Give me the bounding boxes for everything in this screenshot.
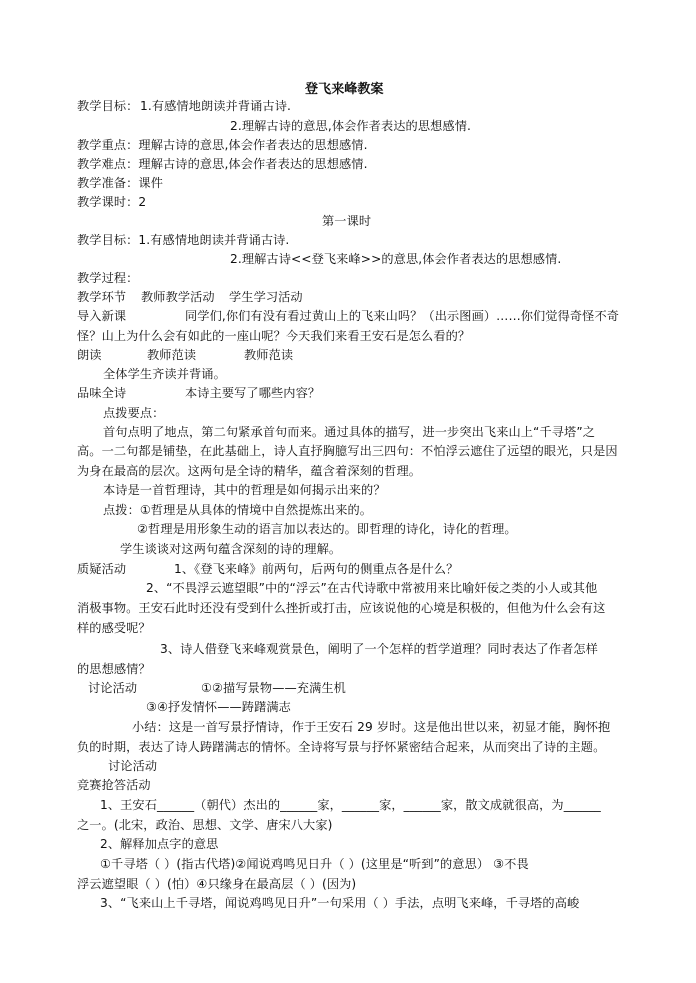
document-title: 登飞来峰教案 bbox=[305, 82, 384, 97]
reading-teacher-model-1: 教师范读 bbox=[147, 348, 197, 362]
appreciation-para-line-2: 高。一二句都是铺垫，在此基础上，诗人直抒胸臆写出三四句：不怕浮云遮住了远望的眼光，只是因 bbox=[77, 444, 618, 458]
contest-q2: 2、解释加点字的意思 bbox=[100, 837, 219, 851]
appreciation-tip-1: 点拨：①哲理是从具体的情境中自然提炼出来的。 bbox=[103, 503, 373, 517]
lesson-1-goal-1: 教学目标：1.有感情地朗读并背诵古诗. bbox=[77, 233, 290, 247]
column-student-activity: 学生学习活动 bbox=[229, 290, 303, 304]
teaching-process-label: 教学过程： bbox=[77, 271, 139, 285]
summary-line-2: 负的时期，表达了诗人踌躇满志的情怀。全诗将写景与抒怀紧密结合起来，从而突出了诗的主题。 bbox=[77, 740, 606, 754]
appreciation-question: 本诗主要写了哪些内容？ bbox=[185, 386, 321, 400]
summary-line-1: 小结：这是一首写景抒情诗，作于王安石 29 岁时。这是他出世以来，初显才能，胸怀抱 bbox=[132, 720, 611, 734]
questioning-label: 质疑活动 bbox=[77, 562, 127, 576]
questioning-q2-line-1: 2、“不畏浮云遮望眼”中的“浮云”在古代诗歌中常被用来比喻奸佞之类的小人或其他 bbox=[146, 581, 598, 595]
discussion-item-1: ①②描写景物——充满生机 bbox=[201, 681, 346, 695]
teaching-goal-2: 2.理解古诗的意思,体会作者表达的思想感情. bbox=[230, 119, 471, 133]
intro-line-1: 同学们,你们有没有看过黄山上的飞来山吗？（出示图画）……你们觉得奇怪不奇 bbox=[185, 309, 620, 323]
teaching-periods: 教学课时：2 bbox=[77, 195, 147, 209]
contest-label: 竞赛抢答活动 bbox=[77, 778, 151, 792]
intro-line-2: 怪？山上为什么会有如此的一座山呢？今天我们来看王安石是怎么看的？ bbox=[77, 329, 471, 343]
questioning-q3-line-2: 的思想感情？ bbox=[77, 662, 151, 676]
teaching-difficult-points: 教学难点：理解古诗的意思,体会作者表达的思想感情. bbox=[77, 157, 368, 171]
reading-teacher-model-2: 教师范读 bbox=[244, 348, 294, 362]
questioning-q2-line-3: 样的感受呢？ bbox=[77, 621, 151, 635]
discussion-label-2: 讨论活动 bbox=[108, 759, 158, 773]
appreciation-tips-label: 点拨要点： bbox=[103, 406, 165, 420]
teaching-goal-1: 1.有感情地朗读并背诵古诗. bbox=[140, 99, 291, 113]
questioning-q2-line-2: 消极事物。王安石此时还没有受到什么挫折或打击，应该说他的心境是积极的，但他为什么会有这 bbox=[77, 601, 606, 615]
column-teaching-step: 教学环节 bbox=[77, 290, 127, 304]
lesson-1-heading: 第一课时 bbox=[322, 214, 372, 228]
teaching-key-points: 教学重点：理解古诗的意思,体会作者表达的思想感情. bbox=[77, 138, 368, 152]
questioning-q1: 1、《登飞来峰》前两句，后两句的侧重点各是什么？ bbox=[174, 562, 459, 576]
reading-label: 朗读 bbox=[77, 348, 102, 362]
contest-q2-line-1: ①千寻塔（ ）(指古代塔)②闻说鸡鸣见日升（ ）(这里是“听到”的意思） ③不畏 bbox=[100, 857, 529, 871]
contest-q1-line-2: 之一。(北宋，政治、思想、文学、唐宋八大家) bbox=[77, 818, 333, 832]
discussion-label: 讨论活动 bbox=[88, 681, 138, 695]
reading-all-students: 全体学生齐读并背诵。 bbox=[103, 367, 226, 381]
teaching-preparation: 教学准备：课件 bbox=[77, 176, 164, 190]
lesson-1-goal-2: 2.理解古诗<<登飞来峰>>的意思,体会作者表达的思想感情. bbox=[230, 252, 562, 266]
questioning-q3-line-1: 3、诗人借登飞来峰观赏景色，阐明了一个怎样的哲学道理？同时表达了作者怎样 bbox=[160, 642, 598, 656]
intro-label: 导入新课 bbox=[77, 309, 127, 323]
appreciation-para-line-3: 为身在最高的层次。这两句是全诗的精华，蕴含着深刻的哲理。 bbox=[77, 464, 422, 478]
appreciation-question-2: 本诗是一首哲理诗，其中的哲理是如何揭示出来的？ bbox=[103, 483, 386, 497]
contest-q3-line-1: 3、“飞来山上千寻塔，闻说鸡鸣见日升”一句采用（ ）手法，点明飞来峰，千寻塔的高峻 bbox=[100, 896, 580, 910]
teaching-goals-label: 教学目标： bbox=[77, 99, 139, 113]
discussion-item-2: ③④抒发情怀——踌躇满志 bbox=[146, 700, 291, 714]
column-teacher-activity: 教师教学活动 bbox=[141, 290, 215, 304]
contest-q2-line-2: 浮云遮望眼（ ）(怕）④只缘身在最高层（ ）(因为) bbox=[77, 877, 357, 891]
appreciation-tip-2: ②哲理是用形象生动的语言加以表达的。即哲理的诗化，诗化的哲理。 bbox=[137, 522, 517, 536]
appreciation-label: 品味全诗 bbox=[77, 386, 127, 400]
appreciation-student-talk: 学生谈谈对这两句蕴含深刻的诗的理解。 bbox=[120, 542, 342, 556]
contest-q1-line-1: 1、王安石______（朝代）杰出的______家，______家，______家，散文成就很高，为______ bbox=[100, 798, 601, 812]
appreciation-para-line-1: 首句点明了地点，第二句紧承首句而来。通过具体的描写，进一步突出飞来山上“千寻塔”之 bbox=[103, 425, 596, 439]
